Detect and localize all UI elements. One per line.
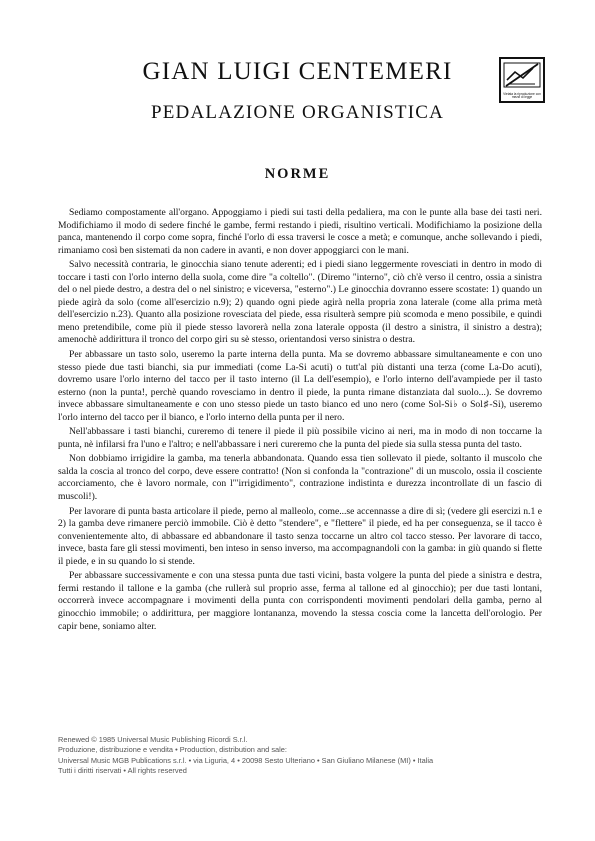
logo-caption: Vietata la riproduzione con mezzi di legge bbox=[503, 91, 541, 100]
body-text bbox=[58, 207, 542, 635]
paragraph: Nell'abbassare i tasti bianchi, cureremo di tenere il piede il più possibile vicino ai neri, ma in modo di non toccarne la punta, nè infilarsi fra l'uno e l'altro; e nell'abbassare i neri cureremo che la punta del piede sia sulla stessa punta del tasto. bbox=[58, 426, 542, 450]
hand-icon bbox=[501, 60, 543, 90]
footer-line: Universal Music MGB Publications s.r.l. • via Liguria, 4 • 20098 Sesto Ulteriano • San Giuliano Milanese (MI) • Italia bbox=[58, 755, 434, 765]
book-title: PEDALAZIONE ORGANISTICA bbox=[150, 102, 445, 123]
paragraph: Salvo necessità contraria, le ginocchia siano tenute aderenti; ed i piedi siano leggermente rovesciati in dentro in modo di toccare i tasti con l'orlo interno della suola, come dire "a coltello". (Diremo "interno", ciò ch'è verso il centro, ossia a sinistra del o nel piede destro, a destra del o nel sinistro; e viceversa, "esterno".) Le ginocchia dovranno essere scostate: 1) quando un piede agirà da solo (come all'esercizio n.9); 2) quando ogni piede agirà nella propria zona laterale (come alla prima metà dell'esercizio n.23). Quanto alla posizione rovesciata del piede, essa risulterà sempre più scomoda e meno possibile, e quindi meno pretendibile, come più il piede stesso lavorerà nella zona laterale opposta (il destro a sinistra, il sinistro a destra); amenochè addirittura il tronco del corpo giri su sè stesso, orientandosi verso sinistra o destra. bbox=[58, 259, 542, 346]
paragraph: Sediamo compostamente all'organo. Appoggiamo i piedi sui tasti della pedaliera, ma con le punte alla base dei tasti neri. Modifichiamo il modo di sedere finché le gambe, fermi restando i piedi, risultino verticali. Modifichiamo la posizione della panca, mantenendo il corpo come sopra, finché l'orlo di essa traversi le cosce a metà; e comunque, anche sollevando i piedi, rimaniamo così ben sistemati da non cadere in avanti, e non dover appoggiarci con le mani. bbox=[58, 207, 542, 256]
footer-line: Produzione, distribuzione e vendita • Production, distribution and sale: bbox=[58, 745, 287, 755]
section-heading: NORME bbox=[264, 166, 331, 182]
paragraph: Per lavorare di punta basta articolare il piede, perno al malleolo, come...se accennasse a dire di sì; (vedere gli esercizi n.1 e 2) la gamba deve rimanere perciò immobile. Ciò è detto "stendere", e "flettere" il piede, ed ha per conseguenza, se il tacco è convenientemente alto, di abbassare ed abbandonare il tasto senza toccarne un altro col tacco stesso. Per lavorare di tacco, invece, basta fare gli stessi movimenti, ben inteso in senso inverso, ma accompagnandoli con la gamba: in giù quando si flette il piede, e in su quando lo si stende. bbox=[58, 505, 542, 567]
paragraph: Non dobbiamo irrigidire la gamba, ma tenerla abbandonata. Quando essa tien sollevato il piede, soltanto il muscolo che salda la coscia al tronco del corpo, deve essere contratto! (Non si confonda la "contrazione" di un muscolo, ossia il cosciente accorciamento, che è lavoro normale, con l'"irrigidimento", contrazione indistinta e durezza incontrollate di un fascio di muscoli!). bbox=[58, 453, 542, 503]
photocopy-warning-logo bbox=[499, 57, 545, 103]
copyright-footer bbox=[58, 735, 538, 777]
footer-line: Tutti i diritti riservati • All rights reserved bbox=[58, 766, 187, 776]
paragraph: Per abbassare un tasto solo, useremo la parte interna della punta. Ma se dovremo abbassare simultaneamente e con uno stesso piede due tasti bianchi, sia pur immediati (come La-Si acuti) o tutt'al più distanti una terza (come La-Do acuti), dovremo usare l'orlo interno del tacco per il tasto interno (il La dell'esempio), e l'orlo interno dell'avampiede per il tasto esterno (non la punta!, perchè quando rovesciamo in dentro il piede, la punta rimane distanziata dal suolo...). Se dovremo invece abbassare simultaneamente e con uno stesso piede un tasto bianco ed uno nero (come Sol-Si♭ o Sol♯-Si), useremo l'orlo interno del tacco per il bianco, e l'orlo interno della punta per il nero. bbox=[58, 349, 542, 423]
footer-line: Renewed © 1985 Universal Music Publishing Ricordi S.r.l. bbox=[58, 735, 248, 744]
paragraph: Per abbassare successivamente e con una stessa punta due tasti vicini, basta volgere la punta del piede a sinistra e destra, fermi restando il tallone e la gamba (che rullerà sul proprio asse, ferma al tallone ed al ginocchio); per due tasti lontani, occorrerà invece accompagnare i movimenti della punta con corrispondenti movimenti pendolari della gamba, perno al ginocchio immobile; o addirittura, per maggiore lontananza, movendo la stessa coscia come la lancetta dell'orologio. Per capir bene, soniamo alter. bbox=[58, 570, 542, 632]
author-name: GIAN LUIGI CENTEMERI bbox=[142, 58, 453, 85]
